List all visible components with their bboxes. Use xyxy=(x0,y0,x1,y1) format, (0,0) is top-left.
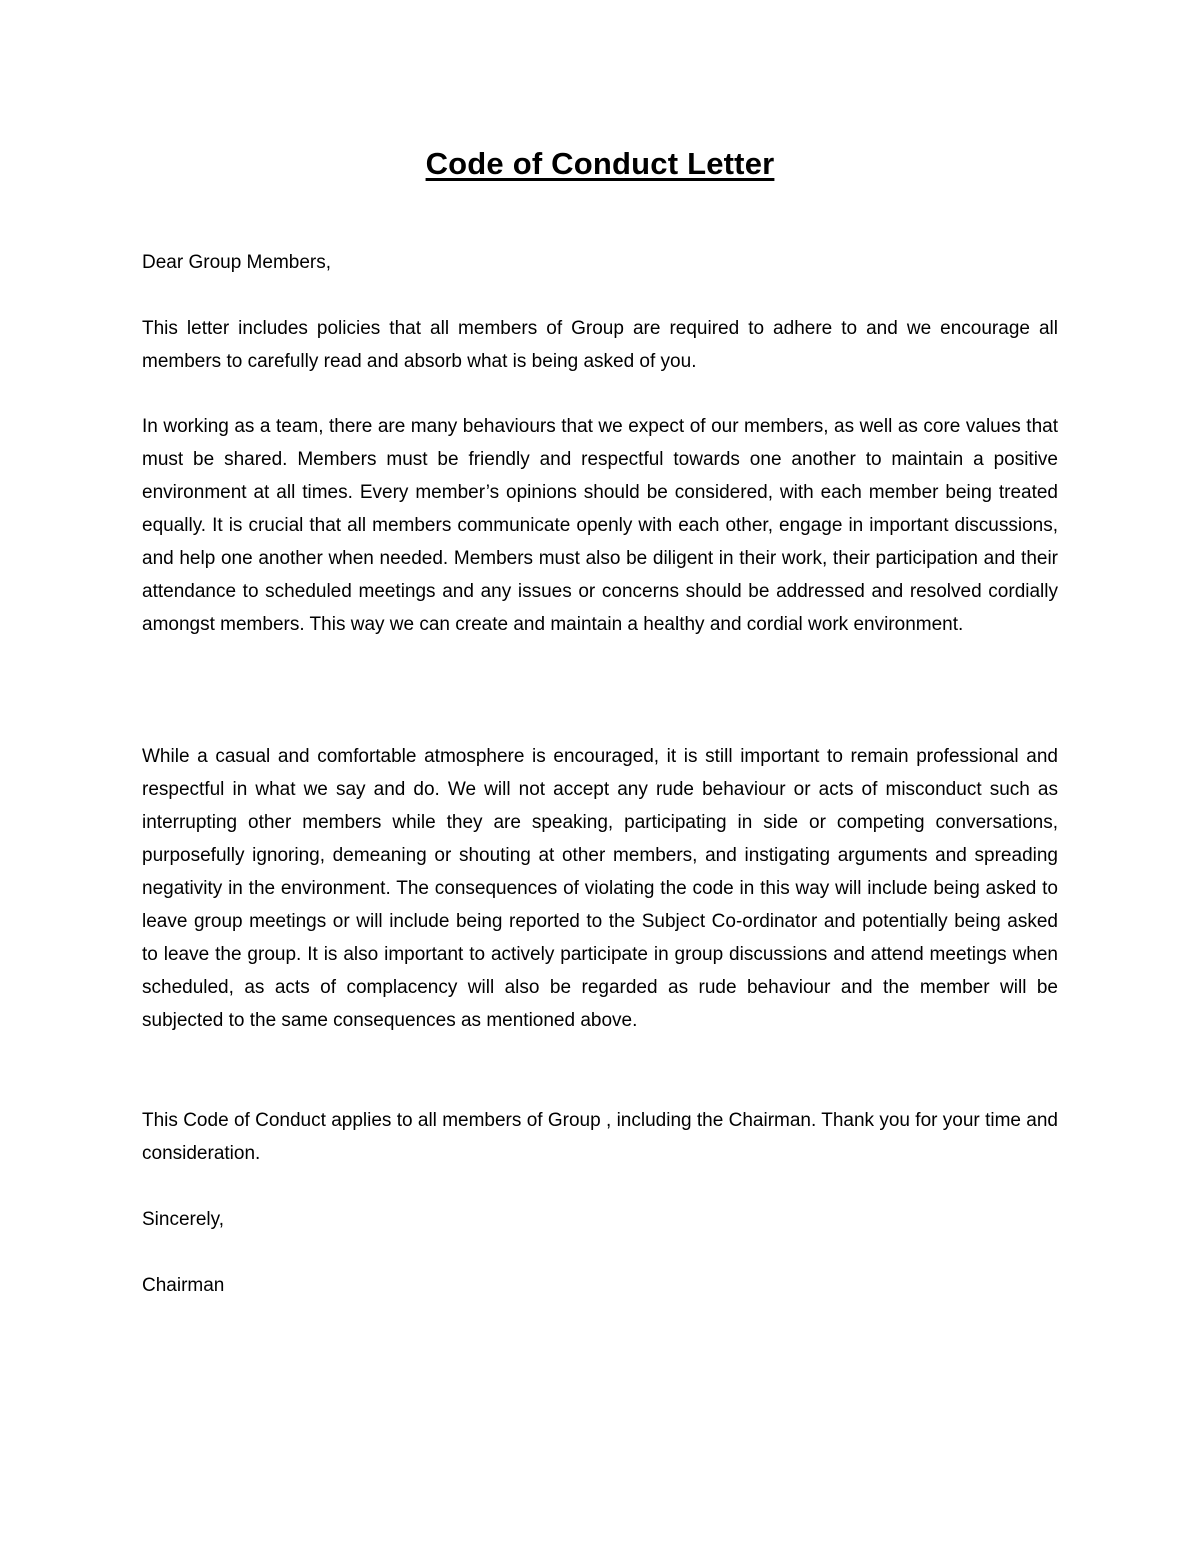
paragraph-team-behaviour: In working as a team, there are many behaviours that we expect of our members, as well as core values that must be shared. Members must be friendly and respectful towards one another to maintain a positive environment at all times. Every member’s opinions should be considered, with each member being treated equally. It is crucial that all members communicate openly with each other, engage in important discussions, and help one another when needed. Members must also be diligent in their work, their participation and their attendance to scheduled meetings and any issues or concerns should be addressed and resolved cordially amongst members. This way we can create and maintain a healthy and cordial work environment. xyxy=(142,416,1058,635)
signature: Chairman xyxy=(142,1275,225,1296)
paragraph-applicability: This Code of Conduct applies to all members of Group , including the Chairman. Thank you for your time and consideration. xyxy=(142,1110,1058,1164)
page-title: Code of Conduct Letter xyxy=(425,146,775,181)
paragraph-intro: This letter includes policies that all members of Group are required to adhere to and we encourage all members to carefully read and absorb what is being asked of you. xyxy=(142,318,1058,372)
closing: Sincerely, xyxy=(142,1209,225,1230)
paragraph-misconduct: While a casual and comfortable atmosphere is encouraged, it is still important to remain professional and respectful in what we say and do. We will not accept any rude behaviour or acts of misconduct such as interrupting other members while they are speaking, participating in side or competing conversations, purposefully ignoring, demeaning or shouting at other members, and instigating arguments and spreading negativity in the environment. The consequences of violating the code in this way will include being asked to leave group meetings or will include being reported to the Subject Co-ordinator and potentially being asked to leave the group. It is also important to actively participate in group discussions and attend meetings when scheduled, as acts of complacency will also be regarded as rude behaviour and the member will be subjected to the same consequences as mentioned above. xyxy=(142,746,1058,1031)
salutation: Dear Group Members, xyxy=(142,252,332,273)
